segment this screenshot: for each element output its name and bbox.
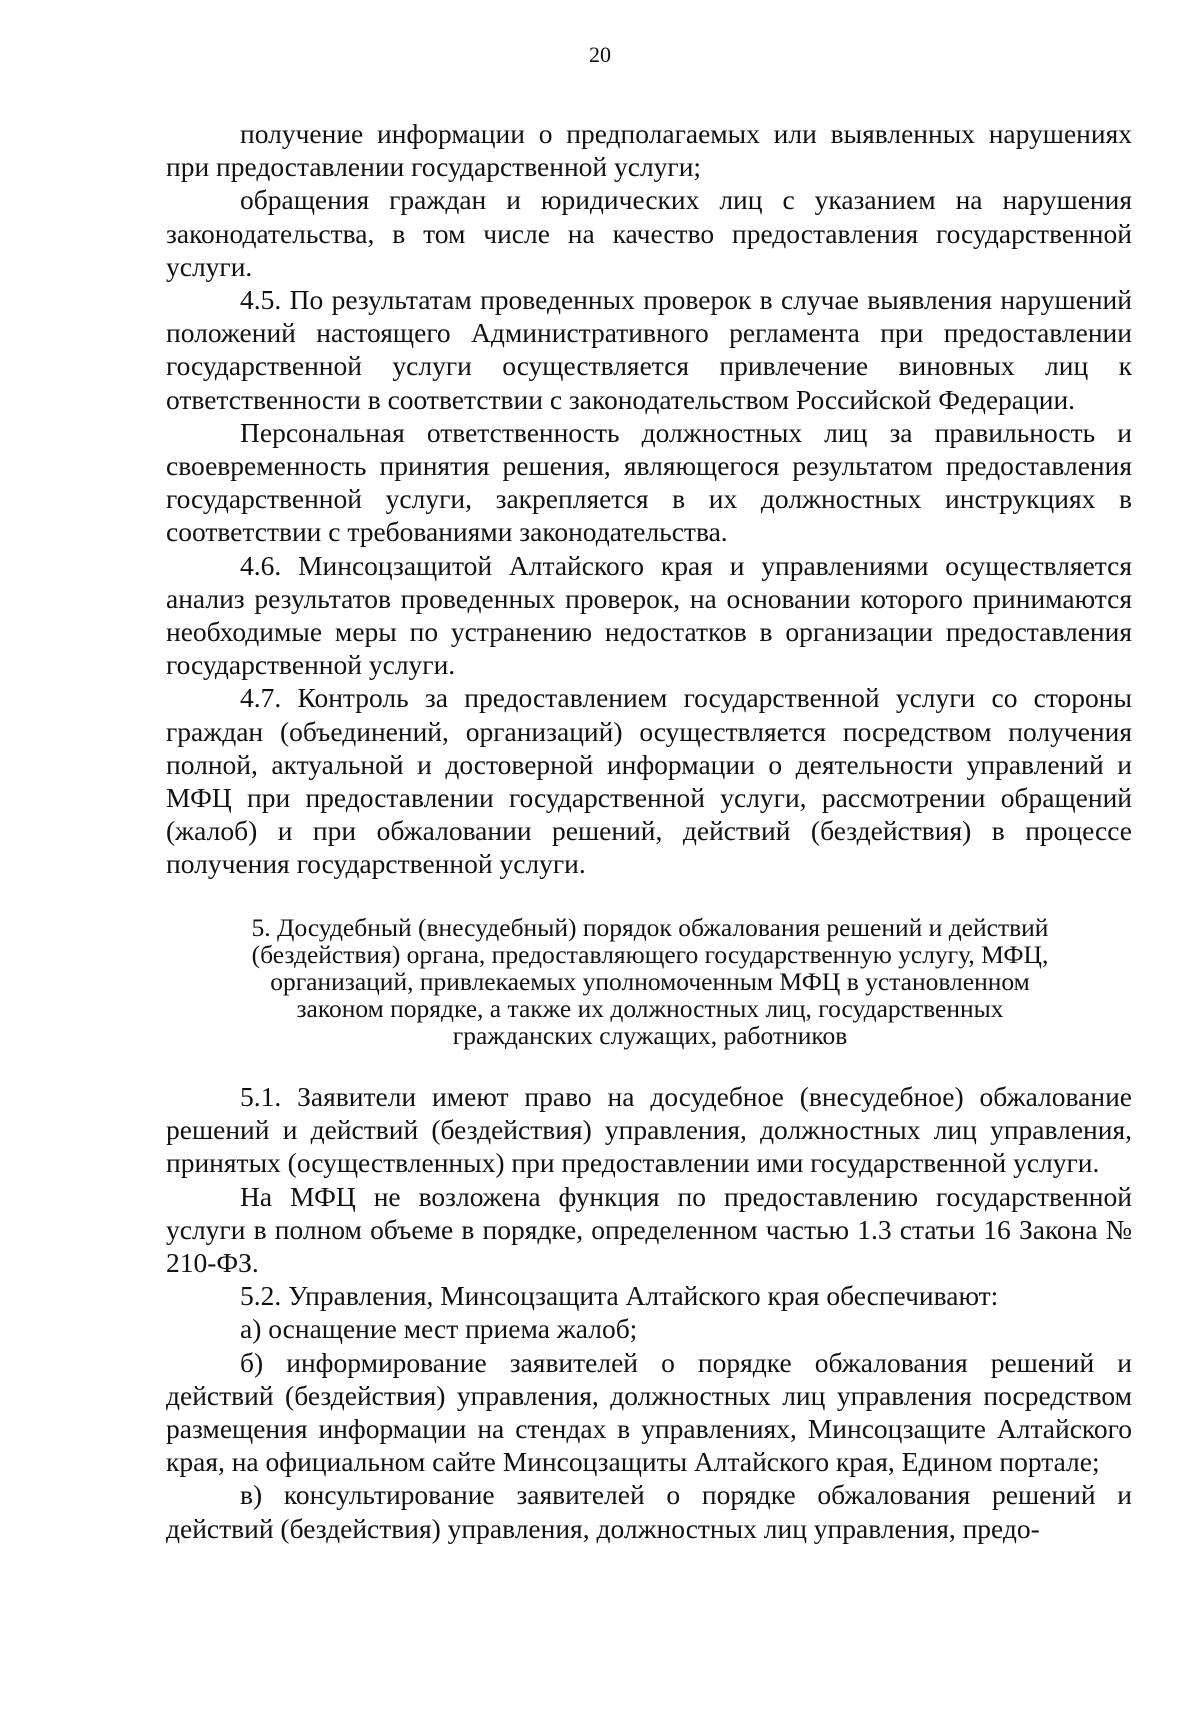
- body-text-top: [166, 117, 1132, 881]
- body-text-bottom: [166, 1080, 1132, 1545]
- paragraph-item-v: в) консультирование заявителей о порядке обжалования решений и действий (бездействия) управления, должностных лиц управления, предо-: [166, 1479, 1132, 1544]
- paragraph-4-6: 4.6. Минсоцзащитой Алтайского края и управлениями осуществляется анализ результатов проведенных проверок, на основании которого принимаются необходимые меры по устранению недостатков в организации предоставления государственной услуги.: [166, 549, 1132, 681]
- paragraph-item-b: б) информирование заявителей о порядке обжалования решений и действий (бездействия) управления, должностных лиц управления посредством размещения информации на стендах в управлениях, Минсоцзащите Алтайского края, на официальном сайте Минсоцзащиты Алтайского края, Едином портале;: [166, 1346, 1132, 1478]
- paragraph-4-5: 4.5. По результатам проведенных проверок в случае выявления нарушений положений настоящего Административного регламента при предоставлении государственной услуги осуществляется привлечение виновных лиц к ответственности в соответствии с законодательством Российской Федерации.: [166, 284, 1132, 415]
- paragraph-personal-responsibility: Персональная ответственность должностных лиц за правильность и своевременность принятия решения, являющегося результатом предоставления государственной услуги, закрепляется в их должностных инструкциях в соответствии с требованиями законодательства.: [166, 416, 1132, 548]
- paragraph-5-2: 5.2. Управления, Минсоцзащита Алтайского края обеспечивают:: [240, 1280, 999, 1312]
- paragraph-citizen-appeals: обращения граждан и юридических лиц с указанием на нарушения законодательства, в том числе на качество предоставления государственной услуги.: [166, 184, 1132, 282]
- paragraph-5-1: 5.1. Заявители имеют право на досудебное (внесудебное) обжалование решений и действий (бездействия) управления, должностных лиц управления, принятых (осуществленных) при предоставлении ими государственной услуги.: [166, 1081, 1132, 1179]
- paragraph-4-7: 4.7. Контроль за предоставлением государственной услуги со стороны граждан (объединений, организаций) осуществляется посредством получения полной, актуальной и достоверной информации о деятельности управлений и МФЦ при предоставлении государственной услуги, рассмотрении обращений (жалоб) и при обжаловании решений, действий (бездействия) в процессе получения государственной услуги.: [166, 682, 1132, 880]
- paragraph-violations-info: получение информации о предполагаемых или выявленных нарушениях при предоставлении государственной услуги;: [166, 118, 1132, 183]
- section-heading-5: 5. Досудебный (внесудебный) порядок обжалования решений и действий (бездействия) органа, предоставляющего государственную услугу, МФЦ, организаций, привлекаемых уполномоченным МФЦ в установленном законом порядке, а также их должностных лиц, государственных гражданских служащих, работников: [251, 913, 1049, 1050]
- paragraph-item-a: а) оснащение мест приема жалоб;: [240, 1313, 638, 1345]
- paragraph-mfc-function: На МФЦ не возложена функция по предоставлению государственной услуги в полном объеме в порядке, определенном частью 1.3 статьи 16 Закона № 210-ФЗ.: [166, 1180, 1132, 1279]
- page-number: 20: [589, 42, 611, 67]
